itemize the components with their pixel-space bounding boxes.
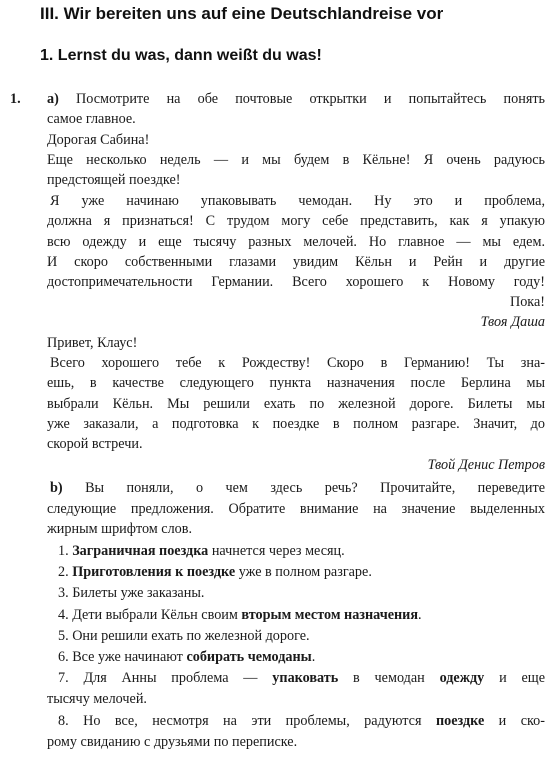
sentence-7-pre: 7. Для Анны проблема — [58,670,273,686]
part-b-line-1 [50,478,545,498]
exercise-number: 1. [10,91,21,107]
letter2-greeting: Привет, Клаус! [47,335,138,351]
sentence-8-line-2: рому свиданию с друзьями по переписке. [47,734,298,750]
sentence-8-pre: 8. Но все, несмотря на эти проблемы, радуются [58,713,436,729]
sentence-4-pre: 4. Дети выбрали Кёльн своим [58,607,242,623]
sentence-1 [58,541,345,561]
section-title: III. Wir bereiten uns auf eine Deutschlandreise vor [40,4,444,23]
part-b-text: Вы поняли, о чем здесь речь? Прочитайте, переведите [85,480,545,496]
letter1-signature: Твоя Даша [480,314,545,330]
letter1-line: должна я признаться! С трудом могу себе представить, как я упакую [47,213,545,229]
letter1-line: достопримечательности Германии. Всего хорошего к Новому году! [47,274,545,290]
letter1-line: всю одежду и еще тысячу разных мелочей. Но главное — мы едем. [47,234,545,250]
letter2-line: ешь, в качестве следующего пункта назначения после Берлина мы [47,375,545,391]
part-b-label: b) [50,480,63,496]
letter2-line: Всего хорошего тебе к Рождеству! Скоро в Германию! Ты зна- [50,355,545,371]
letter1-line: Я уже начинаю упаковывать чемодан. Ну это и проблема, [50,193,545,209]
sentence-3: 3. Билеты уже заказаны. [58,585,205,601]
sentence-1-rest: начнется через месяц. [208,543,345,559]
sentence-7-bold-2: одежду [439,670,485,686]
sentence-7-line-2: тысячу мелочей. [47,691,147,707]
subsection-title: 1. Lernst du was, dann weißt du was! [40,47,322,64]
sentence-2-bold: Приготовления к поездке [72,564,236,580]
sentence-2-rest: уже в полном разгаре. [235,564,372,580]
part-a-text: Посмотрите на обе почтовые открытки и попытайтесь понять [76,91,546,107]
part-a-line-2: самое главное. [47,111,136,127]
sentence-6-bold: собирать чемоданы [186,649,312,665]
letter2-line: выбрали Кёльн. Мы решили ехать по железной дороге. Билеты мы [47,396,545,412]
part-b-line-2: следующие предложения. Обратите внимание на значение выделенных [47,501,545,517]
part-a-label: а) [47,91,59,107]
sentence-2 [58,562,372,582]
sentence-4-bold: вторым местом назначения [241,607,419,623]
sentence-1-bold: Заграничная поездка [72,543,209,559]
sentence-7-mid: в чемодан [338,670,440,686]
sentence-8-bold: поездке [435,713,485,729]
letter1-line: предстоящей поездке! [47,172,181,188]
sentence-5: 5. Они решили ехать по железной дороге. [58,628,310,644]
letter2-signature: Твой Денис Петров [427,457,545,473]
sentence-4-end: . [418,607,422,623]
part-b-line-3: жирным шрифтом слов. [47,521,193,537]
sentence-4 [58,605,422,625]
sentence-7-end: и еще [484,670,545,686]
sentence-6 [58,647,315,667]
letter2-line: скорой встречи. [47,436,143,452]
letter1-greeting: Дорогая Сабина! [47,132,150,148]
sentence-6-end: . [311,649,316,665]
letter1-closing: Пока! [509,294,545,310]
sentence-8 [58,711,545,731]
letter2-line: уже заказали, а подготовка к поездке в полном разгаре. Значит, до [47,416,545,432]
sentence-8-end: и ско- [484,713,545,729]
letter1-line: Еще несколько недель — и мы будем в Кёльне! Я очень радуюсь [47,152,545,168]
sentence-2-number: 2. [58,564,69,580]
sentence-7-bold-1: упаковать [272,670,339,686]
sentence-7 [58,668,545,688]
sentence-6-pre: 6. Все уже начинают [58,649,187,665]
letter1-line: И скоро собственными глазами увидим Кёльн и Рейн и другие [47,254,545,270]
part-a-line-1 [47,89,545,109]
sentence-1-number: 1. [58,543,69,559]
